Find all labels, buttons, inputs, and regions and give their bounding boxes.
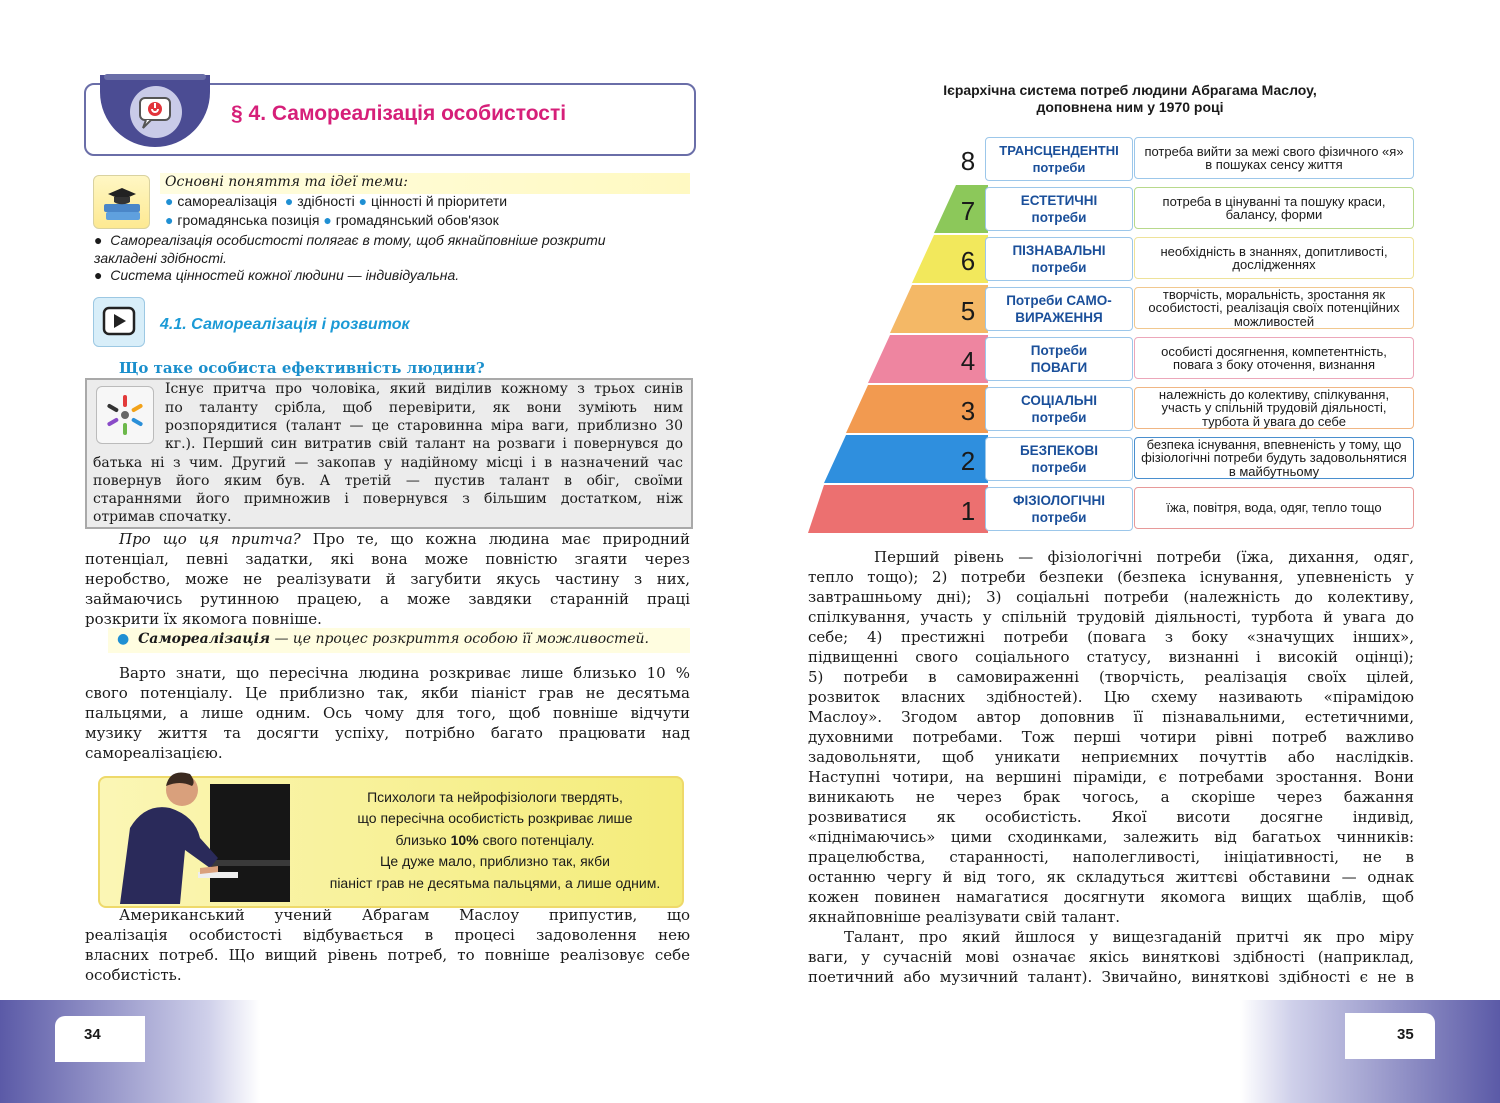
subsection-title: 4.1. Самореалізація і розвиток [160,316,410,333]
chat-icon [130,86,182,138]
level-number: 1 [960,496,976,526]
paragraph-line: завтрашньому дні); 3) соціальні потреби (належність до колективу, [808,588,1414,606]
video-play-icon [93,297,145,347]
paragraph-line: підвищенні свого соціального статусу, визнанні і високій оцінці); [808,648,1414,666]
level-label: Потреби ПОВАГИ [985,337,1133,381]
paragraph-line: Талант, про який йшлося у вищезгаданій притчі як про міру [844,928,1414,946]
parable-line: кг.). Перший син витратив свій талант на розваги і повернувся до [165,436,683,452]
parable-line: Існує притча про чоловіка, який виділив кожному з трьох синів [165,381,683,397]
paragraph-line: задовольняти, щоб уникати неприємних почуттів або наслідків. [808,748,1414,766]
paragraph-line: кожен повинен намагатися досягнути якомога вищих щаблів, щоб [808,888,1414,906]
page-title: § 4. Самореалізація особистості [231,102,567,125]
parable-line: стараннями його примножив і повернувся з більшим достатком, ніж [93,491,683,507]
paragraph-line: розкрити їх якомога повніше. [85,610,322,628]
pianist-illustration [100,768,310,904]
level-description: необхідність в знаннях, допитливості, дослідженнях [1134,237,1414,279]
paragraph-line: музику життя та досягти успіху, потрібно багато працювати над [85,724,690,742]
paragraph-line: останню чергу й від того, як складуться життєві обставини — однак [808,868,1414,886]
paragraph-line: Маслоу». Згодом автор доповнив її пізнавальними, естетичними, [808,708,1414,726]
banner-line: близько 10% свого потенціалу. [395,832,595,848]
paragraph-line: розвиватися як особистість. Якої висоти досягне індивід, [808,808,1414,826]
paragraph-line: працелюбства, старанності, наполегливості, ініціативності, не в [808,848,1414,866]
level-label: Потреби САМО- ВИРАЖЕННЯ [985,287,1133,331]
level-number: 8 [960,146,976,176]
paragraph-line: спілкування, участь у спільній трудовій діяльності, турбота й увага до [808,608,1414,626]
banner-line: що пересічна особистість розкриває лише [357,810,633,826]
level-description: належність до колективу, спілкування, участь у спільній трудовій діяльності, турбота й увага до себе [1134,387,1414,429]
concepts-title: Основні поняття та ідеї теми: [165,174,409,190]
parable-line: повернув його яким був. А третій — пустив талант в обіг, своїми [93,473,683,489]
paragraph-line: ваги, у сучасній мові означає якісь виняткові здібності (наприклад, [808,948,1414,966]
paragraph-line: самореалізацією. [85,744,223,762]
paragraph-line: «піднімаючись» цими сходинками, залежить від багатьох чинників: [808,828,1414,846]
key-idea-1: ● Самореалізація особистості полягає в тому, щоб якнайповніше розкрити [94,232,606,248]
key-idea-2: ● Система цінностей кожної людини — індивідуальна. [94,267,460,283]
level-label: ПІЗНАВАЛЬНІ потреби [985,237,1133,281]
paragraph-line: неробство, може не реалізувати й загубити якусь частину з них, [85,570,690,588]
parable-line: батька ні з чим. Другий — закопав у надійному місці і в назначений час [93,455,683,471]
people-circle-icon [96,386,154,444]
level-description: потреба в цінуванні та пошуку краси, балансу, форми [1134,187,1414,229]
page-number: 34 [84,1026,101,1043]
paragraph-line: духовними потребами. Тож перші чотири рівні потреб важливо [808,728,1414,746]
level-description: творчість, моральність, зростання як особистості, реалізація своїх потенційних можливостей [1134,287,1414,329]
paragraph-line: потенціал, певні задатки, які вона може повністю згаяти через [85,550,690,568]
paragraph-line: особистість. [85,966,182,984]
key-idea-1-cont: закладені здібності. [94,250,227,266]
banner-line: Психологи та нейрофізіологи твердять, [367,789,623,805]
level-label: ЕСТЕТИЧНІ потреби [985,187,1133,231]
paragraph-line: Про що ця притча? Про те, що кожна людина має природний [119,530,690,548]
level-number: 4 [960,346,976,376]
page-number-box [1345,1013,1435,1059]
definition: ● Самореалізація — це процес розкриття особою її можливостей. [117,631,650,647]
header-tab-top [104,74,206,80]
level-label: СОЦІАЛЬНІ потреби [985,387,1133,431]
paragraph-line: 5) потреби в самовираженні (творчість, реалізація своїх цілей, [808,668,1414,686]
level-label: БЕЗПЕКОВІ потреби [985,437,1133,481]
level-number: 2 [960,446,976,476]
level-number: 6 [960,246,976,276]
books-graduation-cap-icon [93,175,150,229]
paragraph-line: власних потреб. Що вищий рівень потреб, то повніше реалізовує себе [85,946,690,964]
level-label: ФІЗІОЛОГІЧНІ потреби [985,487,1133,531]
level-description: потреба вийти за межі свого фізичного «я» в пошуках сенсу життя [1134,137,1414,179]
concepts-line-1: ● самореалізація ● здібності ● цінності й пріоритети [165,193,508,209]
paragraph-line: Наступні чотири, на вершині піраміди, є потребами зростання. Вони [808,768,1414,786]
banner-line: Це дуже мало, приблизно так, якби [380,853,610,869]
paragraph-line: виникають не через брак чогось, а скоріше через бажання [808,788,1414,806]
level-number: 5 [960,296,976,326]
question-heading: Що таке особиста ефективність людини? [119,359,485,377]
pyramid-title: Ієрархічна система потреб людини Абрагама Маслоу, доповнена ним у 1970 році [943,82,1317,115]
right-paragraph-1 [808,548,1414,988]
paragraph-line: себе; 4) престижні потреби (повага з боку «значущих інших», [808,628,1414,646]
paragraph-line: пальцями, а лише одним. Ось чому для того, щоб повніше відчути [85,704,690,722]
concepts-line-2: ● громадянська позиція ● громадянський обов'язок [165,212,499,228]
level-number: 3 [960,396,976,426]
paragraph-line: тепло тощо); 2) потреби безпеки (безпека існування, упевненість у [808,568,1414,586]
level-description: особисті досягнення, компетентність, повага з боку оточення, визнання [1134,337,1414,379]
paragraph-line: Перший рівень — фізіологічні потреби (їжа, дихання, одяг, [874,548,1414,566]
paragraph-line: розвиток власних здібностей). Цю схему називають «пірамідою [808,688,1414,706]
level-description: їжа, повітря, вода, одяг, тепло тощо [1134,487,1414,529]
paragraph-line: займаючись рутинною працею, а може завдяки старанній праці [85,590,690,608]
banner-line: піаніст грав не десятьма пальцями, а лише одним. [329,875,661,891]
parable-line: розпорядитися (талант — це старовинна міра ваги, приблизно 30 [165,418,683,434]
paragraph-line: свого потенціалу. Це приблизно так, якби піаніст грав не десятьма [85,684,690,702]
paragraph-line: Варто знати, що пересічна людина розкриває лише близько 10 % [119,664,690,682]
page-number: 35 [1397,1026,1414,1043]
level-label: ТРАНСЦЕНДЕНТНІ потреби [985,137,1133,181]
parable-line: по таланту срібла, щоб перевірити, як вони зуміють ним [165,400,683,416]
paragraph-line: якнайповніше реалізувати свій талант. [808,908,1121,926]
paragraph-line: Американський учений Абрагам Маслоу припустив, що [119,906,690,924]
paragraph-line: реалізація особистості відбувається в процесі задоволення нею [85,926,690,944]
paragraph-line: поетичний або музичний талант). Звичайно, виняткові здібності є не в [808,968,1414,986]
level-description: безпека існування, впевненість у тому, що фізіологічні потреби будуть задовольнятися в майбутньому [1134,437,1414,479]
level-number: 7 [960,196,976,226]
parable-line: отримав спочатку. [93,509,232,525]
